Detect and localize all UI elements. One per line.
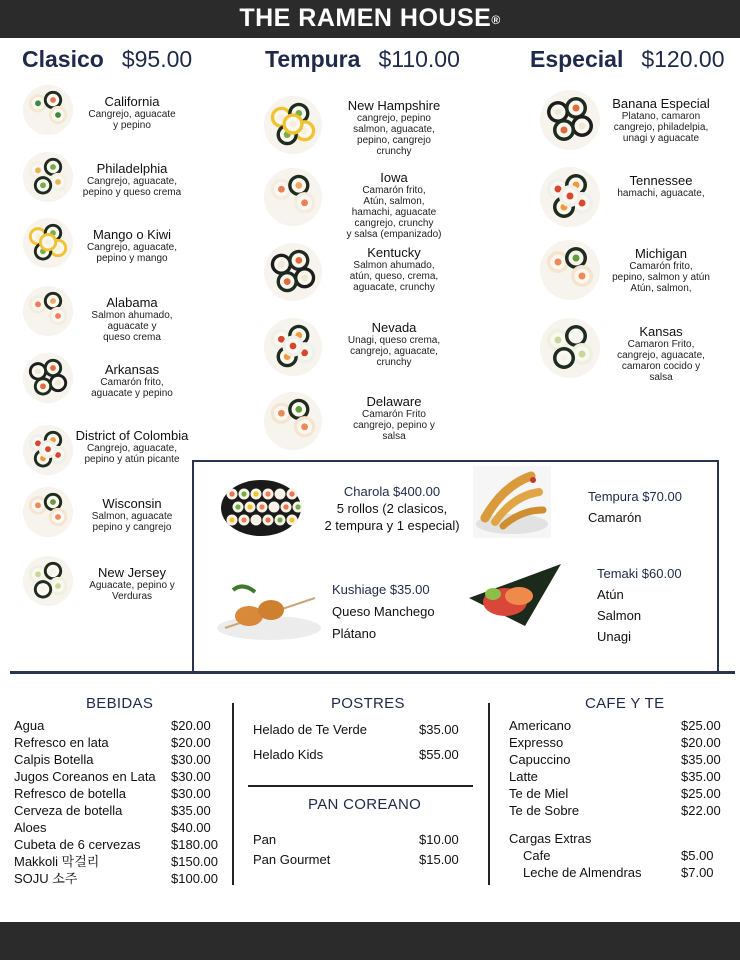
postres-item-name: Helado de Te Verde [253,722,367,737]
cafe-row [509,769,721,785]
header-bar [0,0,740,38]
bebidas-title: BEBIDAS [86,695,154,712]
column-especial-heading: Especial $120.00 [530,46,725,72]
roll-description: queso crema [103,332,161,343]
postres-item-name: Helado Kids [253,747,324,762]
bebidas-row [14,803,211,819]
cafe-item-name: Capuccino [509,752,571,767]
charola-image [220,478,302,538]
roll-description: salsa [649,372,673,383]
roll-description: camaron cocido y [621,361,701,372]
roll-description: cangrejo, aguacate, [617,350,705,361]
column-clasico-heading: Clasico $95.00 [22,46,193,72]
roll-description: aguacate y [107,321,157,332]
roll-description: aguacate y pepino [91,388,173,399]
roll-photo [264,168,322,226]
roll-photo [540,167,600,227]
roll-description: Cangrejo, aguacate, [86,242,178,253]
cafe-row [509,752,721,768]
roll-description: Cangrejo, aguacate, [86,176,178,187]
cafe-item-name: Americano [509,718,572,733]
bebidas-row [14,854,218,870]
cafe-item-price: $25.00 [681,786,721,801]
cafe-te-title: CAFE Y TE [585,695,665,712]
roll-description: cangrejo, pepino y [353,420,435,431]
postres-item-price: $35.00 [419,722,459,737]
roll-description: pepino, cangrejo [357,135,431,146]
bebidas-item-name: Calpis Botella [14,752,94,767]
roll-description: pepino y atún picante [84,454,180,465]
bebidas-row [14,786,211,802]
section-divider [10,671,735,674]
cafe-item-price: $35.00 [681,769,721,784]
roll-description: cangrejo, pepino [357,113,431,124]
extras-row [523,865,714,881]
roll-description: hamachi, aguacate [351,207,437,218]
roll-name: Nevada [371,320,417,335]
roll-name: Delaware [366,394,422,409]
bebidas-item-name: Makkoli 막걸리 [14,854,100,869]
kushiage-text: Kushiage $35.00 Queso Manchego Plátano [332,582,435,641]
roll-description: pepino y mango [96,253,168,264]
postres-row [253,722,459,738]
roll-description: pepino y queso crema [82,187,182,198]
pan-item-price: $10.00 [419,832,459,847]
bebidas-item-price: $20.00 [171,735,211,750]
bebidas-row [14,735,211,751]
footer-bar [0,922,740,960]
bebidas-row [14,837,218,853]
roll-photo [264,318,322,376]
extras-item-price: $7.00 [681,865,714,880]
roll-photo [264,392,322,450]
roll-name: Wisconsin [102,496,162,511]
bebidas-row [14,820,211,836]
cafe-item-name: Te de Miel [509,786,569,801]
roll-description: crunchy [376,146,412,157]
temaki-image [465,560,567,630]
roll-description: salsa [382,431,406,442]
roll-name: Michigan [634,246,688,261]
pan-row [253,832,459,848]
divider-vertical-2 [488,703,490,885]
roll-description: unagi y aguacate [622,133,700,144]
roll-description: cangrejo, philadelpia, [613,122,709,133]
bebidas-item-name: Jugos Coreanos en Lata [14,769,156,784]
divider-vertical-1 [232,703,234,885]
roll-description: y salsa (empanizado) [346,229,442,240]
roll-photo [264,243,322,301]
roll-description: Aguacate, pepino y [89,580,175,591]
roll-name: Kansas [639,324,683,339]
cafe-row [509,786,721,802]
cafe-row [509,803,721,819]
roll-name: Philadelphia [96,161,168,176]
roll-description: Salmon ahumado, [353,260,435,271]
roll-description: Platano, camaron [621,111,701,122]
roll-description: Salmon, aguacate [91,511,173,522]
roll-description: Salmon ahumado, [91,310,173,321]
bebidas-item-name: Agua [14,718,45,733]
roll-name: Iowa [380,170,408,185]
bebidas-item-price: $20.00 [171,718,211,733]
roll-description: salmon, aguacate, [353,124,435,135]
pan-item-name: Pan [253,832,277,847]
roll-description: atún, queso, crema, [349,271,439,282]
roll-description: aguacate, crunchy [353,282,435,293]
cafe-item-name: Te de Sobre [509,803,580,818]
bebidas-item-name: Cubeta de 6 cervezas [14,837,141,852]
roll-description: pepino, salmon y atún [612,272,710,283]
roll-name: New Jersey [98,565,166,580]
cafe-item-price: $35.00 [681,752,721,767]
roll-description: Camarón frito, [100,377,164,388]
bebidas-item-name: Cerveza de botella [14,803,123,818]
roll-description: crunchy [376,357,412,368]
roll-description: pepino y cangrejo [92,522,172,533]
roll-description: y pepino [113,120,151,131]
bebidas-item-price: $30.00 [171,769,211,784]
pan-item-price: $15.00 [419,852,459,867]
roll-name: District of Colombia [75,428,189,443]
bebidas-row [14,871,218,887]
postres-title: POSTRES [331,695,405,712]
bebidas-item-name: Aloes [14,820,47,835]
roll-description: Cangrejo, aguacate, [86,443,178,454]
column-tempura-heading: Tempura $110.00 [265,46,460,72]
bebidas-item-price: $100.00 [171,871,218,886]
pan-item-name: Pan Gourmet [253,852,331,867]
kushiage-image [215,578,323,642]
restaurant-title: THE RAMEN HOUSE® [239,4,501,32]
roll-description: hamachi, aguacate, [617,188,705,199]
roll-name: Tennessee [629,173,693,188]
charola-text: Charola $400.00 5 rollos (2 clasicos, 2 tempura y 1 especial) [324,484,460,533]
bebidas-item-price: $180.00 [171,837,218,852]
divider-horizontal [248,785,473,787]
cafe-item-price: $20.00 [681,735,721,750]
pan-coreano-title: PAN COREANO [308,796,422,813]
bebidas-item-price: $30.00 [171,752,211,767]
bebidas-row [14,718,211,734]
cafe-row [509,718,721,734]
bebidas-row [14,752,211,768]
bebidas-item-price: $40.00 [171,820,211,835]
roll-description: Atún, salmon, [363,196,425,207]
bebidas-item-name: Refresco de botella [14,786,127,801]
extras-item-name: Cafe [523,848,551,863]
roll-name: Banana Especial [612,96,710,111]
roll-name: Kentucky [367,245,421,260]
roll-description: Verduras [111,591,153,602]
cafe-item-price: $25.00 [681,718,721,733]
temaki-text: Temaki $60.00 Atún Salmon Unagi [597,566,682,644]
extras-item-price: $5.00 [681,848,714,863]
roll-description: Camarón frito, [362,185,426,196]
roll-name: New Hampshire [347,98,441,113]
bebidas-item-price: $150.00 [171,854,218,869]
roll-name: California [104,94,160,109]
cargas-extras-title: Cargas Extras [509,831,592,846]
cafe-item-name: Latte [509,769,538,784]
extras-item-name: Leche de Almendras [523,865,642,880]
roll-photo [540,318,600,378]
cafe-item-name: Expresso [509,735,564,750]
extras-row [523,848,714,864]
cafe-row [509,735,721,751]
roll-name: Arkansas [104,362,160,377]
roll-photo [540,90,600,150]
roll-photo [540,240,600,300]
roll-photo [264,96,322,154]
roll-name: Alabama [106,295,158,310]
roll-description: Camaron Frito, [627,339,695,350]
tempura-combo-text: Tempura $70.00 Camarón [588,489,682,525]
roll-description: Atún, salmon, [630,283,692,294]
bebidas-item-name: Refresco en lata [14,735,109,750]
roll-description: Cangrejo, aguacate [88,109,176,120]
cafe-item-price: $22.00 [681,803,721,818]
roll-description: Camarón frito, [629,261,693,272]
roll-description: Camarón Frito [362,409,426,420]
roll-description: cangrejo, crunchy [354,218,434,229]
postres-row [253,747,459,763]
roll-description: cangrejo, aguacate, [350,346,438,357]
pan-row [253,852,459,868]
bebidas-item-name: SOJU 소주 [14,871,78,886]
bebidas-row [14,769,211,785]
roll-name: Mango o Kiwi [92,227,172,242]
bebidas-item-price: $35.00 [171,803,211,818]
bebidas-item-price: $30.00 [171,786,211,801]
tempura-shrimp-image [473,466,551,538]
postres-item-price: $55.00 [419,747,459,762]
roll-description: Unagi, queso crema, [347,335,441,346]
